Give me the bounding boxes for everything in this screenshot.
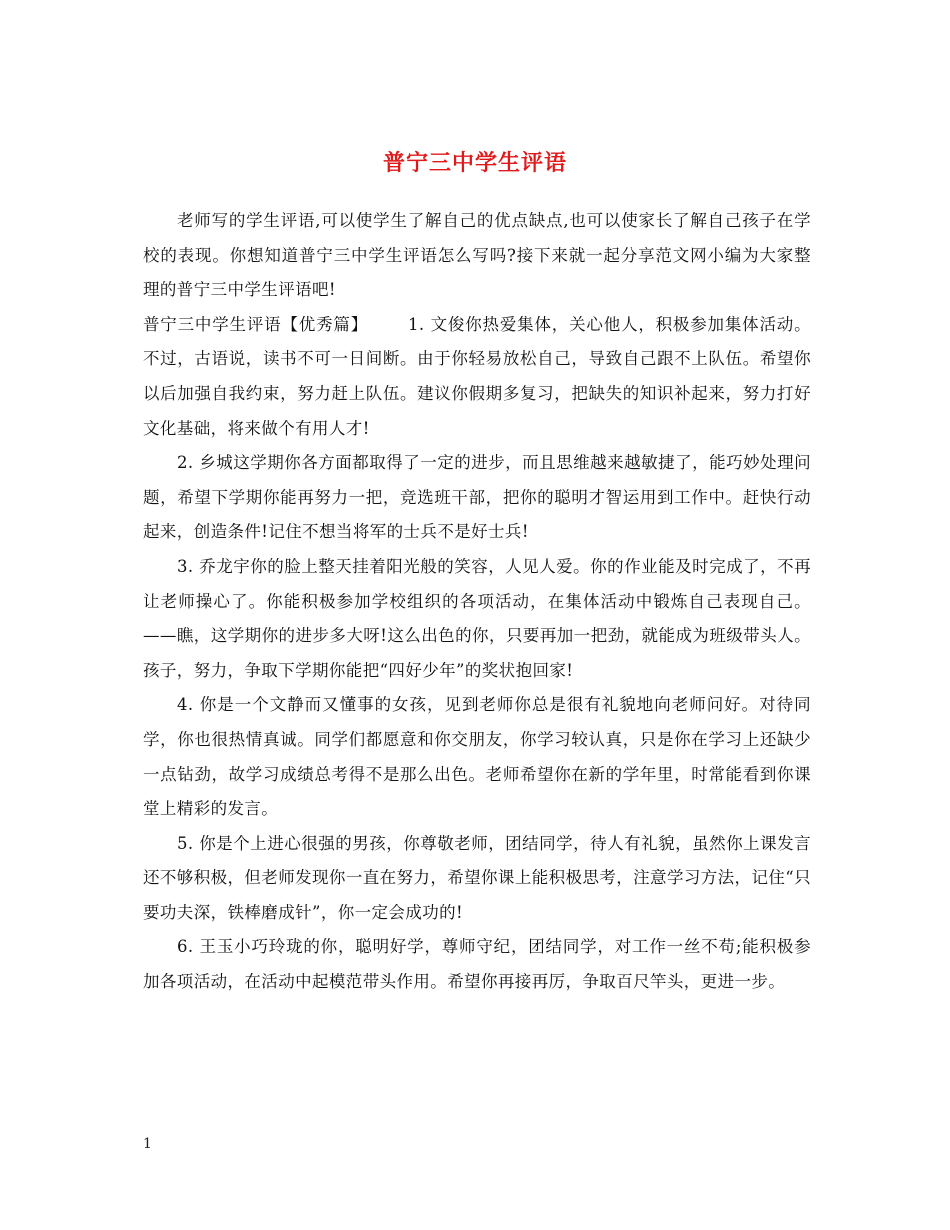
comment-item-1: 1. 文俊你热爱集体，关心他人，积极参加集体活动。不过，古语说，读书不可一日间断。由于你轻易放松自己，导致自己跟不上队伍。希望你以后加强自我约束，努力赶上队伍。建议你假期多复习，把缺失的知识补起来，努力打好文化基础，将来做个有用人才! xyxy=(143,314,811,438)
document-body xyxy=(143,204,811,1000)
page-number: 1 xyxy=(143,1136,152,1152)
comment-item-4: 4. 你是一个文静而又懂事的女孩，见到老师你总是很有礼貌地向老师问好。对待同学，你也很热情真诚。同学们都愿意和你交朋友，你学习较认真，只是你在学习上还缺少一点钻劲，故学习成绩总考得不是那么出色。老师希望你在新的学年里，时常能看到你课堂上精彩的发言。 xyxy=(143,695,811,819)
page-title: 普宁三中学生评语 xyxy=(382,149,567,176)
comment-item-3: 3. 乔龙宇你的脸上整天挂着阳光般的笑容，人见人爱。你的作业能及时完成了，不再让老师操心了。你能积极参加学校组织的各项活动，在集体活动中锻炼自己表现自己。——瞧，这学期你的进步多大呀!这么出色的你，只要再加一把劲，就能成为班级带头人。孩子，努力，争取下学期你能把“四好少年”的奖状抱回家! xyxy=(143,556,811,680)
comment-item-2: 2. 乡城这学期你各方面都取得了一定的进步，而且思维越来越敏捷了，能巧妙处理问题，希望下学期你能再努力一把，竞选班干部，把你的聪明才智运用到工作中。赶快行动起来，创造条件!记住不想当将军的士兵不是好士兵! xyxy=(143,453,811,542)
comment-item-6: 6. 王玉小巧玲珑的你，聪明好学，尊师守纪，团结同学，对工作一丝不苟;能积极参加各项活动，在活动中起模范带头作用。希望你再接再厉，争取百尺竿头，更进一步。 xyxy=(143,937,811,992)
section-heading: 普宁三中学生评语【优秀篇】 xyxy=(143,314,369,334)
comment-item-5: 5. 你是个上进心很强的男孩，你尊敬老师，团结同学，待人有礼貌，虽然你上课发言还不够积极，但老师发现你一直在努力，希望你课上能积极思考，注意学习方法，记住“只要功夫深，铁棒磨成针”，你一定会成功的! xyxy=(143,833,811,922)
intro-paragraph: 老师写的学生评语,可以使学生了解自己的优点缺点,也可以使家长了解自己孩子在学校的表现。你想知道普宁三中学生评语怎么写吗?接下来就一起分享范文网小编为大家整理的普宁三中学生评语吧! xyxy=(143,211,811,300)
section-paragraph-first xyxy=(143,308,811,446)
